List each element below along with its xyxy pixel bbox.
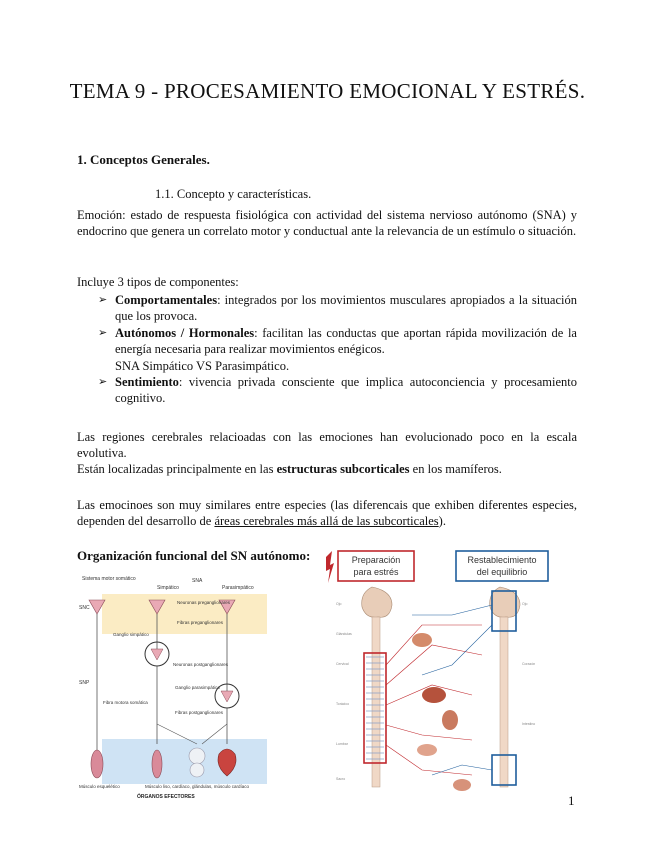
components-intro: Incluye 3 tipos de componentes: bbox=[77, 275, 239, 289]
section-heading: 1. Conceptos Generales. bbox=[77, 152, 210, 167]
effectors-band bbox=[102, 739, 267, 784]
col-symp-label: Simpático bbox=[157, 585, 179, 591]
regions-line-2 bbox=[77, 461, 577, 477]
svg-text:Glándulas: Glándulas bbox=[336, 632, 352, 636]
svg-text:Cervical: Cervical bbox=[336, 662, 349, 666]
arrow-bullet-icon: ➢ bbox=[98, 293, 108, 306]
component-text: : vivencia privada consciente que implica autoconciencia y procesamiento cognitivo. bbox=[115, 375, 577, 405]
col-para-label: Parasimpático bbox=[222, 585, 254, 591]
organ-icon bbox=[412, 633, 432, 647]
organ-icon bbox=[422, 687, 446, 703]
svg-text:Lumbar: Lumbar bbox=[336, 742, 348, 746]
smooth-muscle-icon bbox=[152, 750, 162, 778]
fibras-pre-label: Fibras preganglionares bbox=[177, 620, 224, 625]
component-text: : facilitan las conductas que aportan rápida movilización de la energía necesaria para realizar movimientos enégicos. bbox=[115, 326, 577, 356]
svg-text:Intestino: Intestino bbox=[522, 722, 536, 726]
component-term: Sentimiento bbox=[115, 375, 179, 389]
arrow-bullet-icon: ➢ bbox=[98, 375, 108, 388]
figure-title: Organización funcional del SN autónomo: bbox=[77, 548, 311, 563]
spinal-cord-right bbox=[500, 617, 508, 787]
subsection-heading: 1.1. Concepto y características. bbox=[155, 187, 312, 201]
ans-organization-diagram bbox=[77, 574, 267, 800]
species-paragraph bbox=[77, 497, 577, 529]
musculo-esq-label: Músculo esquelético bbox=[79, 784, 120, 789]
box-rest-line: del equilibrio bbox=[476, 567, 528, 577]
col-somatic-label: Sistema motor somático bbox=[82, 576, 136, 582]
postgang-label: Neuronas postganglionares bbox=[173, 662, 229, 667]
snp-label: SNP bbox=[79, 680, 90, 686]
organ-icon bbox=[442, 710, 458, 730]
list-item bbox=[77, 292, 577, 324]
regions-line-1: Las regiones cerebrales relacioadas con las emociones han evolucionado poco en la escala evolutiva. bbox=[77, 430, 577, 460]
svg-text:Ojo: Ojo bbox=[336, 602, 342, 606]
list-item bbox=[77, 374, 577, 406]
component-text: : integrados por los movimientos musculares apropiados a la situación que los provoca. bbox=[115, 293, 577, 323]
species-text: Las emocinoes son muy similares entre especies (las diferencais que exhiben diferentes especies, dependen del desarrollo de bbox=[77, 498, 577, 528]
symp-para-diagram bbox=[322, 545, 564, 803]
svg-text:Ojo: Ojo bbox=[522, 602, 528, 606]
sna-note: SNA Simpático VS Parasimpático. bbox=[115, 359, 290, 373]
ganglio-simp-label: Ganglio simpático bbox=[113, 632, 149, 637]
box-prep-line: para estrés bbox=[353, 567, 399, 577]
organos-label: ÓRGANOS EFECTORES bbox=[137, 794, 195, 800]
svg-text:Sacro: Sacro bbox=[336, 777, 346, 781]
ganglio-para-label: Ganglio parasimpático bbox=[175, 685, 220, 690]
species-text: ). bbox=[438, 514, 446, 528]
regions-bold: estructuras subcorticales bbox=[276, 462, 410, 476]
skeletal-muscle-icon bbox=[91, 750, 103, 778]
pregang-label: Neuronas preganglionares bbox=[177, 600, 231, 605]
gland-icon bbox=[189, 748, 205, 764]
spinal-cord-left bbox=[372, 617, 380, 787]
svg-text:Corazón: Corazón bbox=[522, 662, 536, 666]
col-sna-label: SNA bbox=[192, 578, 203, 584]
page-number: 1 bbox=[568, 793, 575, 808]
svg-text:Torácico: Torácico bbox=[336, 702, 350, 706]
regions-text: en los mamíferos. bbox=[409, 462, 502, 476]
regions-text: Están localizadas principalmente en las bbox=[77, 462, 277, 476]
document-title: TEMA 9 - PROCESAMIENTO EMOCIONAL Y ESTRÉS. bbox=[69, 79, 586, 103]
snc-label: SNC bbox=[79, 605, 90, 611]
arrow-bullet-icon: ➢ bbox=[98, 326, 108, 339]
organ-icon bbox=[453, 779, 471, 791]
list-item bbox=[77, 325, 577, 357]
emotion-definition: Emoción: estado de respuesta fisiológica con actividad del sistema nervioso autónomo (SNA) y endocrino que genera un correlato motor y conductual ante la relevancia de un estímulo o situación. bbox=[77, 208, 577, 238]
regions-paragraph bbox=[77, 429, 577, 477]
fibras-post-label: Fibras postganglionares bbox=[175, 710, 224, 715]
components-list bbox=[77, 292, 577, 407]
component-term: Autónomos / Hormonales bbox=[115, 326, 255, 340]
box-prep-line: Preparación bbox=[351, 555, 401, 565]
musculo-liso-label: Músculo liso, cardíaco, glándulas, músculo cardíaco bbox=[145, 784, 250, 789]
organ-icon bbox=[417, 744, 437, 756]
species-underlined: áreas cerebrales más allá de las subcorticales bbox=[214, 514, 439, 528]
box-rest-line: Restablecimiento bbox=[467, 555, 537, 565]
fibra-motora-label: Fibra motora somática bbox=[103, 700, 148, 705]
component-term: Comportamentales bbox=[115, 293, 218, 307]
